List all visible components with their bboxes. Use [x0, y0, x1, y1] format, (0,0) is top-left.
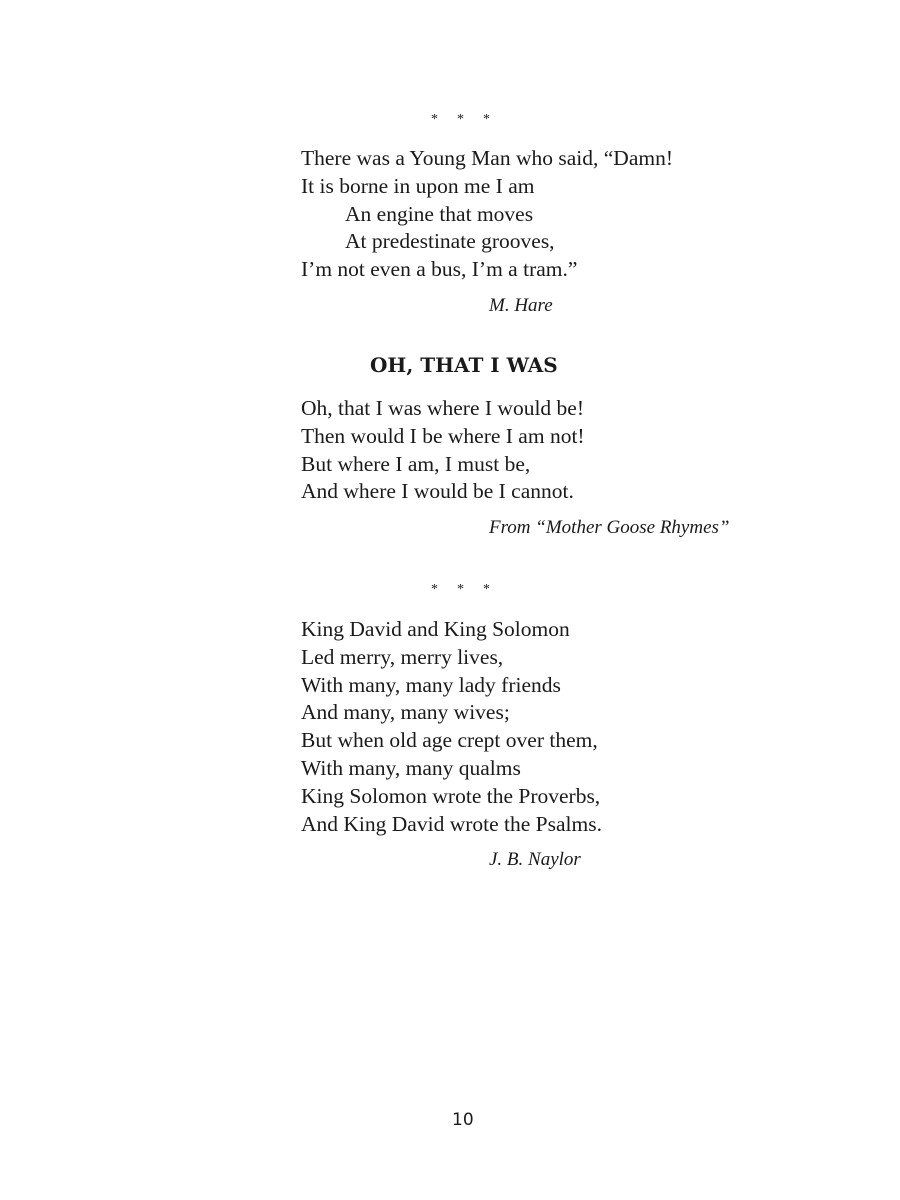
naylor-stanza [301, 616, 602, 838]
poem-line: But when old age crept over them, [301, 728, 598, 753]
poem-attribution: J. B. Naylor [489, 849, 581, 870]
poem-attribution: M. Hare [489, 295, 553, 316]
poem-line: Oh, that I was where I would be! [301, 396, 584, 420]
poem-line: And many, many wives; [301, 700, 510, 725]
limerick-stanza [301, 145, 673, 284]
poem-line: There was a Young Man who said, “Damn! [301, 146, 673, 170]
section-separator: * * * [431, 112, 490, 127]
page-number: 10 [452, 1110, 474, 1130]
poem-line: Led merry, merry lives, [301, 644, 504, 669]
section-separator: * * * [431, 582, 490, 597]
poem-attribution: From “Mother Goose Rhymes” [489, 517, 730, 538]
poem-line: And King David wrote the Psalms. [301, 811, 602, 836]
poem-line: An engine that moves [345, 201, 534, 226]
poem-line: Then would I be where I am not! [301, 423, 585, 448]
poem-line: At predestinate grooves, [345, 229, 555, 254]
poem-line: King David and King Solomon [301, 617, 570, 641]
poem-line: And where I would be I cannot. [301, 479, 574, 504]
poem-line: King Solomon wrote the Proverbs, [301, 783, 601, 808]
poem-line: With many, many qualms [301, 755, 521, 780]
poem-line: I’m not even a bus, I’m a tram.” [301, 257, 578, 282]
poem-line: But where I am, I must be, [301, 451, 531, 476]
mother-goose-stanza [301, 395, 585, 506]
poem-title: OH, THAT I WAS [370, 353, 558, 377]
poem-line: It is borne in upon me I am [301, 173, 535, 198]
poem-line: With many, many lady friends [301, 672, 561, 697]
